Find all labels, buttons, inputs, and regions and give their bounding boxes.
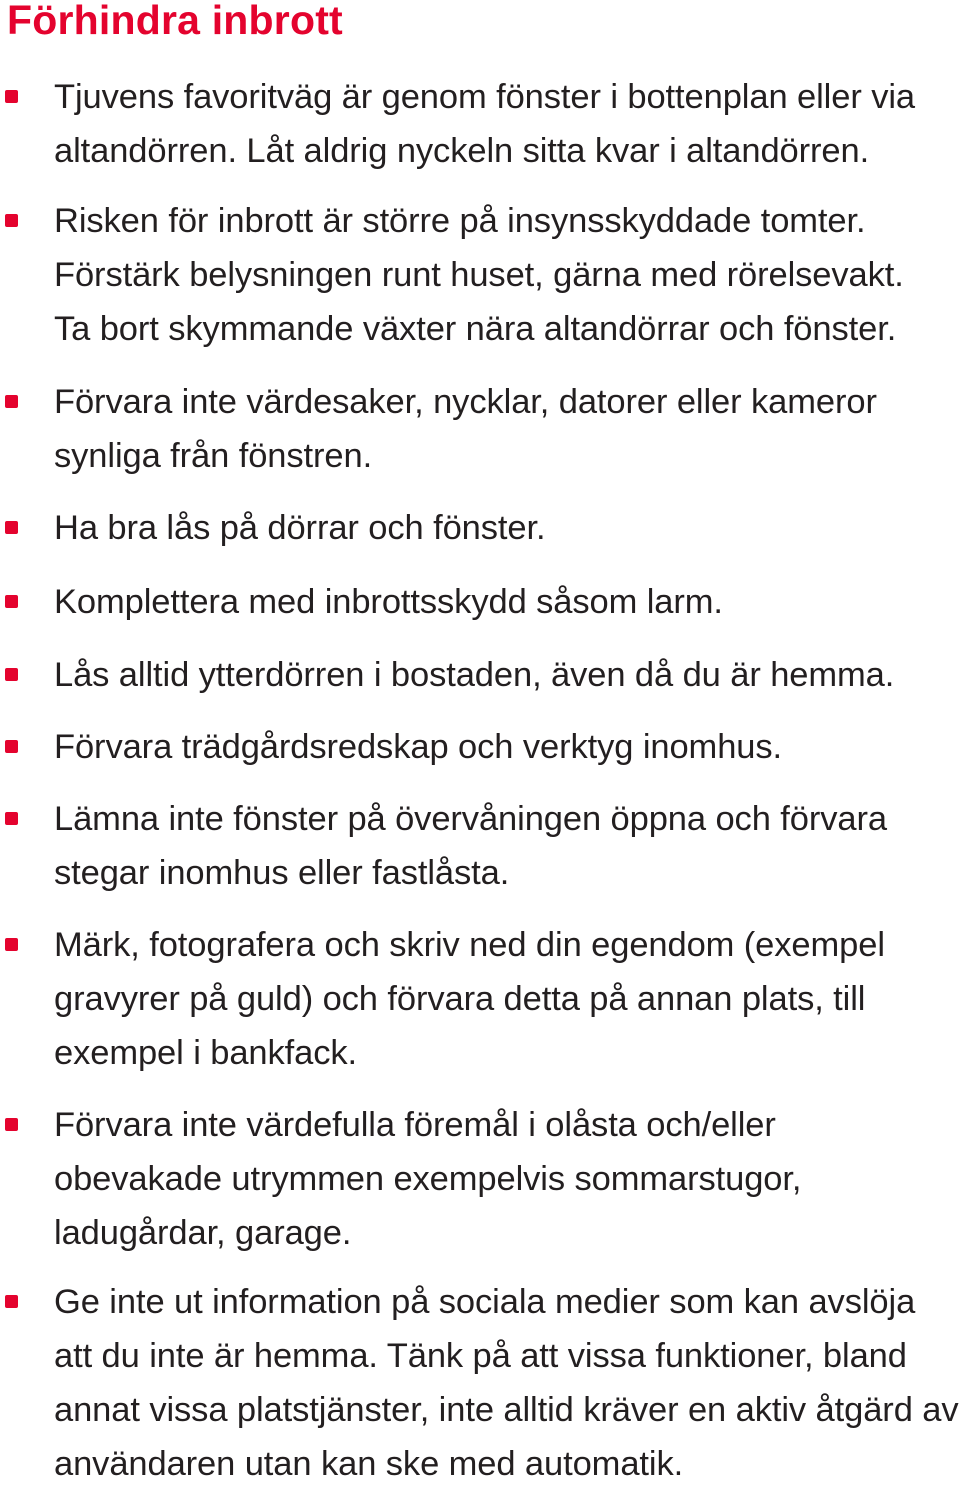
list-item-line: Lås alltid ytterdörren i bostaden, även då du är hemma. [54,656,895,694]
bullet-icon [5,938,18,951]
bullet-icon [5,1118,18,1131]
list-item-line: Ta bort skymmande växter nära altandörrar och fönster. [54,310,897,348]
list-item-line: gravyrer på guld) och förvara detta på annan plats, till [54,980,866,1018]
list-item-text [54,1098,960,1260]
list-item-line: Risken för inbrott är större på insynsskyddade tomter. [54,202,866,240]
list-item-line: Förvara inte värdefulla föremål i olåsta och/eller [54,1106,776,1144]
bullet-icon [5,521,18,534]
list-item-line: ladugårdar, garage. [54,1214,352,1252]
list-item-line: Ha bra lås på dörrar och fönster. [54,509,546,547]
list-item-text [54,648,960,702]
list-item-text [54,501,960,555]
list-item-line: Märk, fotografera och skriv ned din egendom (exempel [54,926,885,964]
list-item-text [54,375,960,483]
list-item-text [54,918,960,1080]
list-item-line: användaren utan kan ske med automatik. [54,1445,684,1483]
list-item-line: Komplettera med inbrottsskydd såsom larm. [54,583,723,621]
list-item-text [54,720,960,774]
list-item-line: stegar inomhus eller fastlåsta. [54,854,510,892]
page-title: Förhindra inbrott [7,0,343,43]
list-item-text [54,1275,960,1491]
list-item-text [54,575,960,629]
list-item-line: Förvara trädgårdsredskap och verktyg inomhus. [54,728,783,766]
list-item-line: synliga från fönstren. [54,437,373,475]
bullet-icon [5,395,18,408]
list-item-line: Ge inte ut information på sociala medier som kan avslöja [54,1283,916,1321]
list-item-line: Förvara inte värdesaker, nycklar, datorer eller kameror [54,383,877,421]
list-item-line: annat vissa platstjänster, inte alltid kräver en aktiv åtgärd av [54,1391,959,1429]
list-item-line: exempel i bankfack. [54,1034,358,1072]
list-item-text [54,70,960,178]
bullet-icon [5,90,18,103]
list-item-line: Tjuvens favoritväg är genom fönster i bottenplan eller via [54,78,915,116]
list-item-line: att du inte är hemma. Tänk på att vissa funktioner, bland [54,1337,907,1375]
bullet-icon [5,812,18,825]
bullet-icon [5,740,18,753]
bullet-icon [5,595,18,608]
list-item-line: obevakade utrymmen exempelvis sommarstugor, [54,1160,802,1198]
list-item-text [54,194,960,356]
bullet-icon [5,668,18,681]
bullet-icon [5,214,18,227]
bullet-icon [5,1295,18,1308]
list-item-line: altandörren. Låt aldrig nyckeln sitta kvar i altandörren. [54,132,870,170]
list-item-line: Lämna inte fönster på övervåningen öppna och förvara [54,800,887,838]
list-item-line: Förstärk belysningen runt huset, gärna med rörelsevakt. [54,256,904,294]
list-item-text [54,792,960,900]
